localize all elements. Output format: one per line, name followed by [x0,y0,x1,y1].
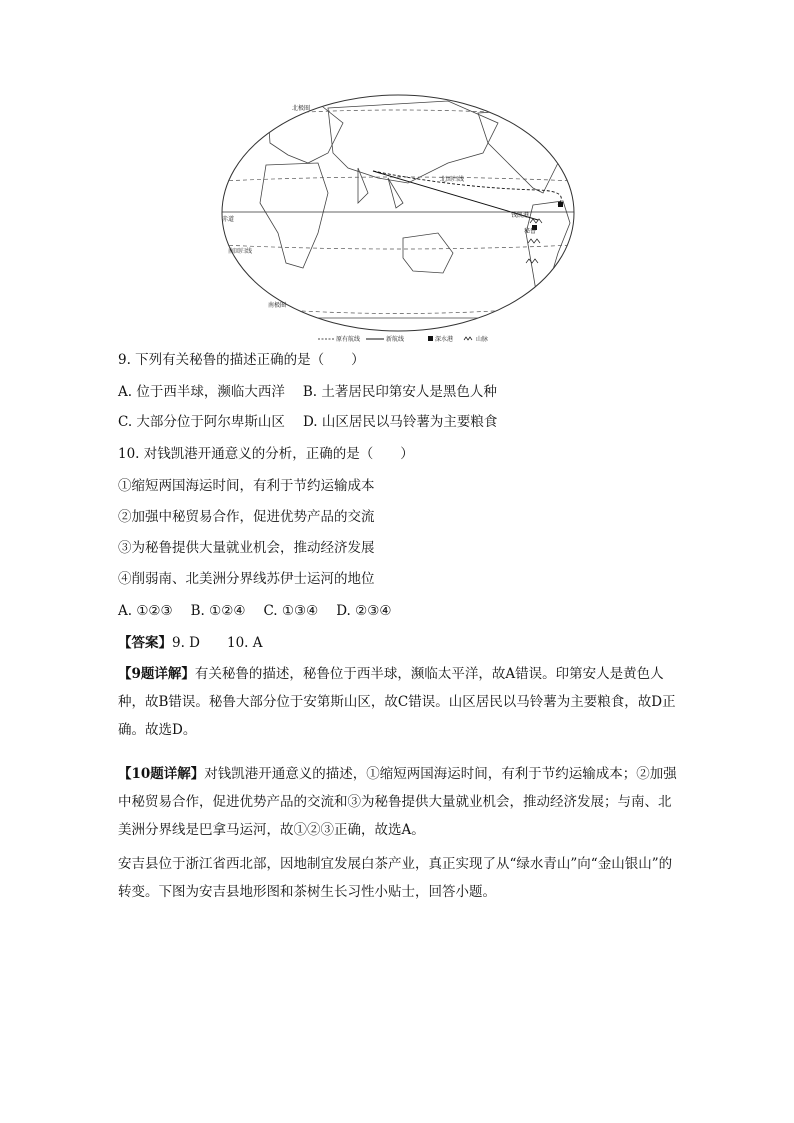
q9-stem: 9. 下列有关秘鲁的描述正确的是（ ） [118,352,365,368]
legend-mountain: 山脉 [476,336,489,343]
world-map [208,93,588,345]
q10-option-a: A. ①②③ [118,603,173,619]
q9-option-c: C. 大部分位于阿尔卑斯山区 [118,414,285,430]
legend-old-route: 原有航线 [336,336,361,343]
answer-line [118,635,263,651]
explanation-10 [118,760,684,844]
q10-item-1: ①缩短两国海运时间，有利于节约运输成本 [118,478,375,494]
legend-deep-port: 深水港 [435,336,454,343]
q9-option-b: B. 土著居民印第安人是黑色人种 [302,384,497,400]
label-port: 钱凯港 [511,212,530,219]
label-tropic-cancer: 北回归线 [440,176,465,183]
label-peru: 秘鲁 [524,228,537,235]
explanation-9-text: 有关秘鲁的描述，秘鲁位于西半球，濒临太平洋，故A错误。印第安人是黄色人种，故B错误。秘鲁大部分位于安第斯山区，故C错误。山区居民以马铃薯为主要粮食，故D正确。故选D。 [118,666,676,738]
label-tropic-capricorn: 南回归线 [228,248,253,255]
q9-options-row1 [118,384,497,400]
q10-options [118,603,391,619]
q9-options-row2 [118,414,497,430]
explanation-10-text: 对钱凯港开通意义的描述，①缩短两国海运时间，有利于节约运输成本；②加强中秘贸易合作，促进优势产品的交流和③为秘鲁提供大量就业机会，推动经济发展；与南、北美洲分界线是巴拿马运河，故①②③正确，故选A。 [118,766,677,838]
q9-option-d: D. 山区居民以马铃薯为主要粮食 [302,414,498,430]
mountain-icon [464,337,472,340]
label-arctic-circle: 北极圈 [292,105,311,112]
q10-stem: 10. 对钱凯港开通意义的分析，正确的是（ ） [118,446,414,462]
answer-label: 【答案】 [118,635,172,651]
q10-item-3: ③为秘鲁提供大量就业机会，推动经济发展 [118,540,375,556]
deep-port-icon [428,336,433,341]
answer-text: 9. D 10. A [172,635,263,651]
q9-option-a: A. 位于西半球，濒临大西洋 [118,384,285,400]
q10-option-c: C. ①③④ [263,603,319,619]
intro-paragraph: 安吉县位于浙江省西北部，因地制宜发展白茶产业，真正实现了从“绿水青山”向“金山银山”的转变。下图为安吉县地形图和茶树生长习性小贴士，回答小题。 [118,856,673,900]
legend-new-route: 新航线 [386,336,405,343]
q10-item-2: ②加强中秘贸易合作，促进优势产品的交流 [118,509,375,525]
q10-option-b: B. ①②④ [190,603,246,619]
explanation-10-label: 【10题详解】 [118,766,205,782]
world-map-figure [208,93,588,345]
q10-option-d: D. ②③④ [336,603,392,619]
map-legend [318,335,488,343]
explanation-9 [118,660,684,744]
label-equator: 赤道 [222,216,235,223]
label-antarctic-circle: 南极圈 [268,302,287,309]
q10-item-4: ④削弱南、北美洲分界线苏伊士运河的地位 [118,571,375,587]
explanation-9-label: 【9题详解】 [118,666,195,682]
